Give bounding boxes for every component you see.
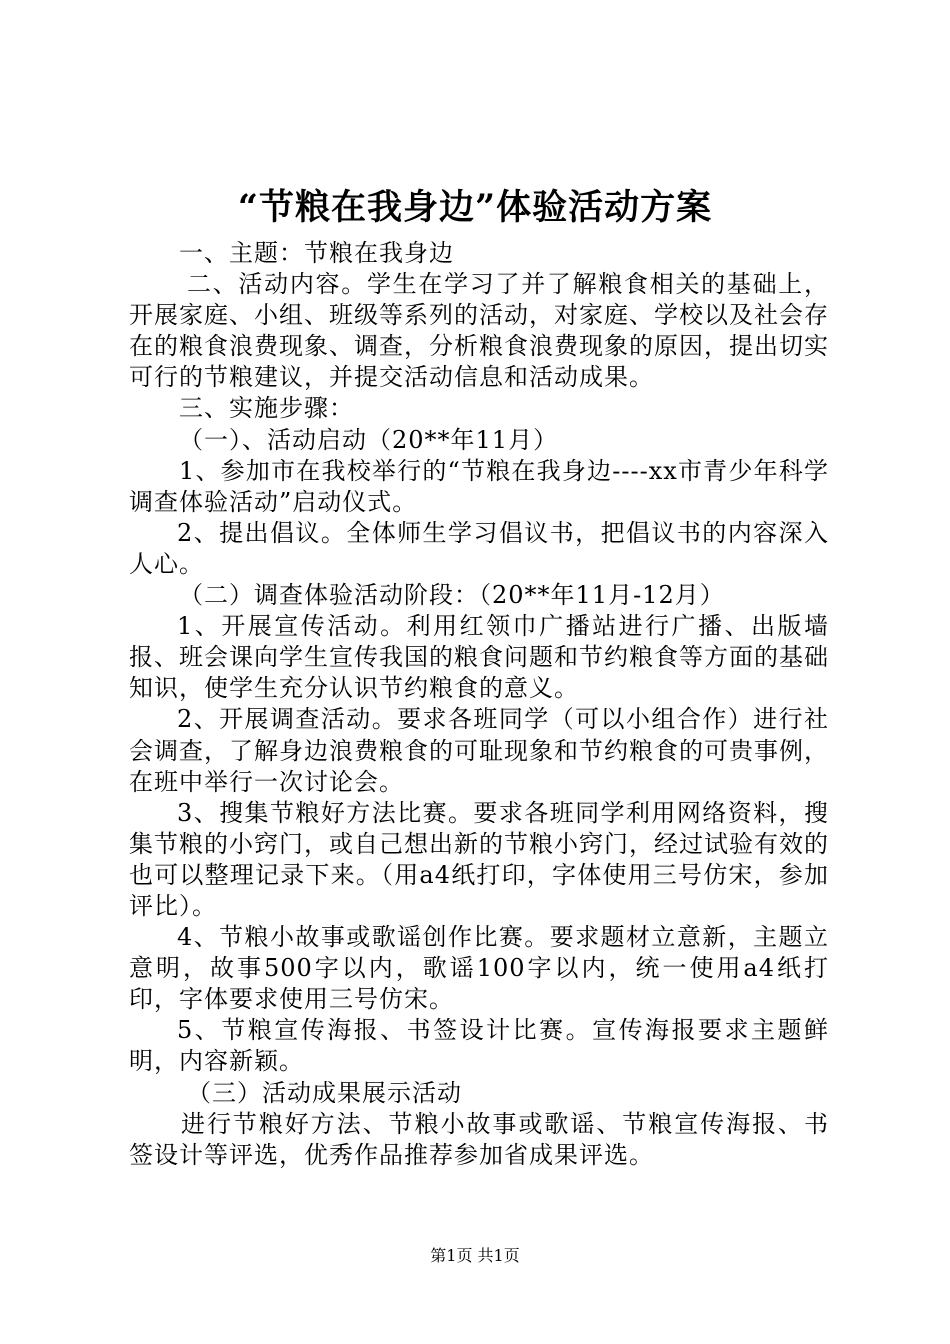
paragraph-activity-content: 二、活动内容。学生在学习了并了解粮食相关的基础上，开展家庭、小组、班级等系列的活动，对家庭、学校以及社会存在的粮食浪费现象、调查，分析粮食浪费现象的原因，提出切实可行的节粮建议，并提交活动信息和活动成果。 [129,270,829,392]
page-footer: 第1页 共1页 [430,1246,520,1265]
paragraph-phase-2-item-1: 1、开展宣传活动。利用红领巾广播站进行广播、出版墙报、班会课向学生宣传我国的粮食问题和节约粮食等方面的基础知识，使学生充分认识节约粮食的意义。 [129,612,829,703]
paragraph-phase-2-item-2: 2、开展调查活动。要求各班同学（可以小组合作）进行社会调查，了解身边浪费粮食的可耻现象和节约粮食的可贵事例，在班中举行一次讨论会。 [129,705,829,796]
paragraph-phase-1-item-1: 1、参加市在我校举行的“节粮在我身边----xx市青少年科学调查体验活动”启动仪式。 [129,456,829,516]
document-title: “节粮在我身边”体验活动方案 [237,187,713,228]
paragraph-phase-2-item-3: 3、搜集节粮好方法比赛。要求各班同学利用网络资料，搜集节粮的小窍门，或自己想出新的节粮小窍门，经过试验有效的也可以整理记录下来。（用a4纸打印，字体使用三号仿宋，参加评比）。 [129,798,829,920]
paragraph-phase-1-item-2: 2、提出倡议。全体师生学习倡议书，把倡议书的内容深入人心。 [129,518,829,578]
paragraph-phase-3-heading: （三）活动成果展示活动 [187,1078,462,1107]
paragraph-steps-heading: 三、实施步骤： [179,394,354,423]
paragraph-phase-3-content: 进行节粮好方法、节粮小故事或歌谣、节粮宣传海报、书签设计等评选，优秀作品推荐参加省成果评选。 [129,1109,829,1169]
document-body [129,238,829,1171]
paragraph-phase-2-item-4: 4、节粮小故事或歌谣创作比赛。要求题材立意新，主题立意明，故事500字以内，歌谣100字以内，统一使用a4纸打印，字体要求使用三号仿宋。 [129,923,829,1014]
paragraph-phase-2-item-5: 5、节粮宣传海报、书签设计比赛。宣传海报要求主题鲜明，内容新颖。 [129,1016,829,1076]
paragraph-phase-2-heading: （二）调查体验活动阶段：（20**年11月-12月） [179,581,725,610]
paragraph-phase-1-heading: （一）、活动启动（20**年11月） [179,425,559,454]
paragraph-theme: 一、主题：节粮在我身边 [179,239,454,267]
